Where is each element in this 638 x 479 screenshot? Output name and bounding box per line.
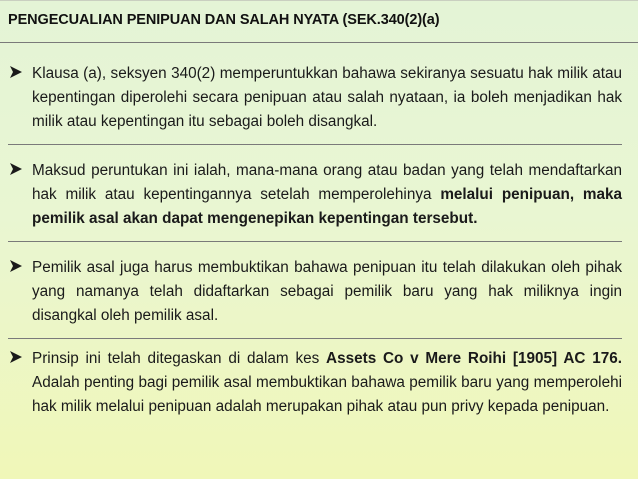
bullet-text: Maksud peruntukan ini ialah, mana-mana orang atau badan yang telah mendaftarkan hak milik atau kepentingannya setelah memperolehinya melalui penipuan, maka pemilik asal akan dapat mengenepikan kepentingan tersebut. [32,162,622,227]
bullet-bold-text: Assets Co v Mere Roihi [1905] AC 176. [326,350,622,367]
arrow-bullet-icon [9,259,23,273]
bullet-item-1 [8,62,622,145]
arrow-bullet-icon [9,65,23,79]
slide-header [0,1,638,43]
slide-title: PENGECUALIAN PENIPUAN DAN SALAH NYATA (SEK.340(2)(a) [8,12,440,28]
arrow-bullet-icon [9,350,23,364]
bullet-item-3 [8,256,622,339]
arrow-bullet-icon [9,162,23,176]
bullet-bold-text: melalui penipuan, maka pemilik asal akan dapat mengenepikan kepentingan tersebut. [32,186,622,227]
bullet-item-4 [8,347,622,429]
bullet-item-2 [8,159,622,242]
bullet-text: Klausa (a), seksyen 340(2) memperuntukkan bahawa sekiranya sesuatu hak milik atau kepentingan diperolehi secara penipuan atau salah nyataan, ia boleh menjadikan hak milik atau kepentingan itu sebagai boleh disangkal. [32,65,622,130]
bullet-text: Prinsip ini telah ditegaskan di dalam kes Assets Co v Mere Roihi [1905] AC 176. Adalah penting bagi pemilik asal membuktikan bahawa pemilik baru yang memperolehi hak milik melalui penipuan adalah merupakan pihak atau pun privy kepada penipuan. [32,350,622,415]
bullet-text: Pemilik asal juga harus membuktikan bahawa penipuan itu telah dilakukan oleh pihak yang namanya telah didaftarkan sebagai pemilik baru yang hak miliknya ingin disangkal oleh pemilik asal. [32,259,622,324]
